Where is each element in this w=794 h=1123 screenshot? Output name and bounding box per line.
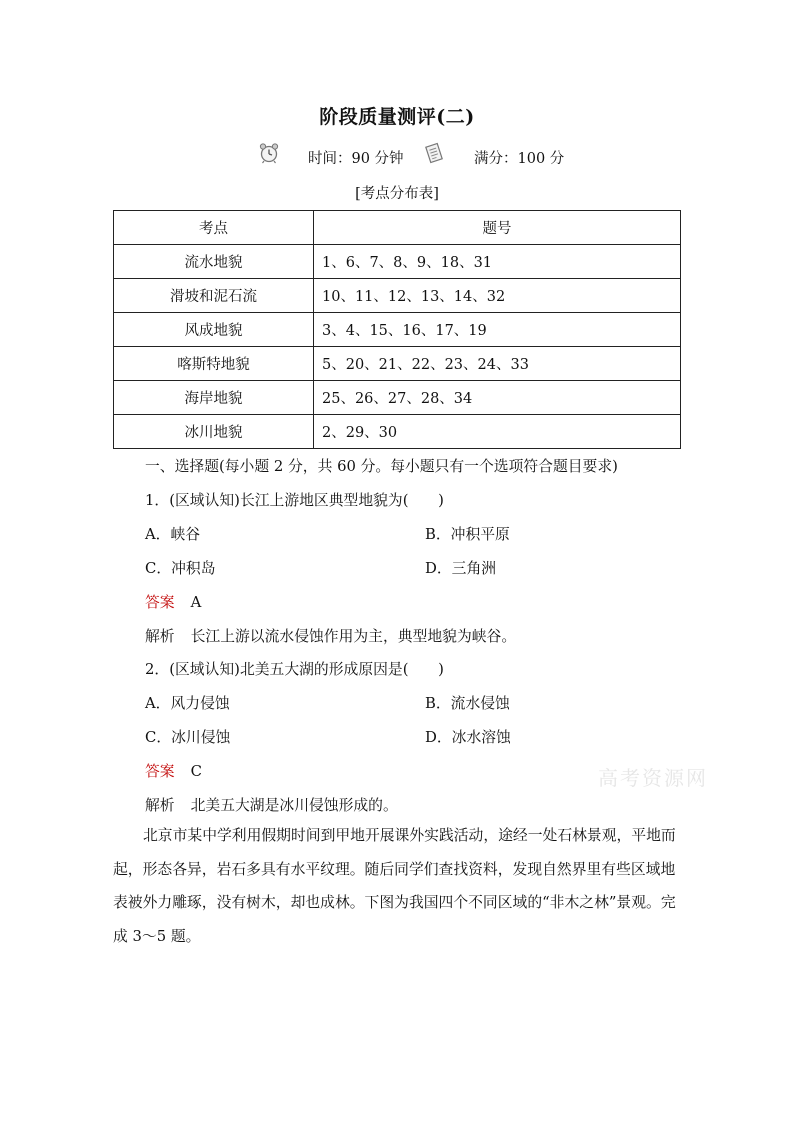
topic-cell: 冰川地貌 (114, 415, 314, 449)
topic-cell: 喀斯特地貌 (114, 347, 314, 381)
question-numbers-cell: 25、26、27、28、34 (314, 381, 681, 415)
table-row (114, 415, 681, 449)
answer-value: C (190, 763, 202, 780)
question-1-option-b: B．冲积平原 (425, 526, 510, 543)
question-2-option-a: A．风力侵蚀 (145, 695, 230, 712)
analysis-label: 解析 (145, 797, 175, 814)
analysis-label: 解析 (145, 628, 175, 645)
question-2-option-b: B．流水侵蚀 (425, 695, 510, 712)
question-1-stem: 1．(区域认知)长江上游地区典型地貌为( ) (145, 492, 444, 509)
question-numbers-cell: 3、4、15、16、17、19 (314, 313, 681, 347)
analysis-text: 长江上游以流水侵蚀作用为主，典型地貌为峡谷。 (190, 628, 517, 645)
table-row (114, 313, 681, 347)
column-header-question-numbers: 题号 (314, 211, 681, 245)
exam-full-score: 满分：100 分 (474, 151, 565, 167)
answer-label: 答案 (145, 594, 175, 611)
passage-paragraph: 北京市某中学利用假期时间到甲地开展课外实践活动，途经一处石林景观，平地而起，形态各异，岩石多具有水平纹理。随后同学们查找资料，发现自然界里有些区域地表被外力雕琢，没有树木，却也成林。下图为我国四个不同区域的“非木之林”景观。完成 3～5 题。 (113, 827, 676, 945)
question-2-option-d: D．冰水溶蚀 (425, 729, 511, 746)
exam-time: 时间：90 分钟 (308, 151, 404, 167)
question-1-option-c: C．冲积岛 (145, 560, 216, 577)
column-header-topic: 考点 (114, 211, 314, 245)
question-2-answer-row (145, 760, 202, 781)
table-header-row (114, 211, 681, 245)
topic-cell: 海岸地貌 (114, 381, 314, 415)
table-row (114, 381, 681, 415)
question-2-option-c: C．冰川侵蚀 (145, 729, 231, 746)
question-1-answer-row (145, 591, 201, 612)
question-1-option-a: A．峡谷 (145, 526, 201, 543)
topic-cell: 风成地貌 (114, 313, 314, 347)
exam-paper-icon (424, 142, 444, 168)
alarm-clock-icon (258, 142, 280, 168)
answer-value: A (190, 594, 202, 611)
topic-distribution-table (113, 210, 681, 449)
question-numbers-cell: 10、11、12、13、14、32 (314, 279, 681, 313)
topic-cell: 流水地貌 (114, 245, 314, 279)
question-numbers-cell: 5、20、21、22、23、24、33 (314, 347, 681, 381)
table-row (114, 279, 681, 313)
question-1-analysis-row (145, 625, 516, 646)
question-numbers-cell: 2、29、30 (314, 415, 681, 449)
watermark: 高考资源网 (598, 766, 708, 790)
question-1-option-d: D．三角洲 (425, 560, 497, 577)
exam-meta (0, 142, 794, 168)
topic-cell: 滑坡和泥石流 (114, 279, 314, 313)
question-numbers-cell: 1、6、7、8、9、18、31 (314, 245, 681, 279)
question-2-stem: 2．(区域认知)北美五大湖的形成原因是( ) (145, 661, 444, 678)
table-caption: [考点分布表] (355, 186, 439, 202)
table-row (114, 245, 681, 279)
analysis-text: 北美五大湖是冰川侵蚀形成的。 (190, 797, 398, 814)
question-2-analysis-row (145, 794, 398, 815)
section-heading: 一、选择题(每小题 2 分，共 60 分。每小题只有一个选项符合题目要求) (145, 458, 618, 475)
answer-label: 答案 (145, 763, 175, 780)
table-row (114, 347, 681, 381)
page-title: 阶段质量测评(二) (319, 106, 475, 128)
